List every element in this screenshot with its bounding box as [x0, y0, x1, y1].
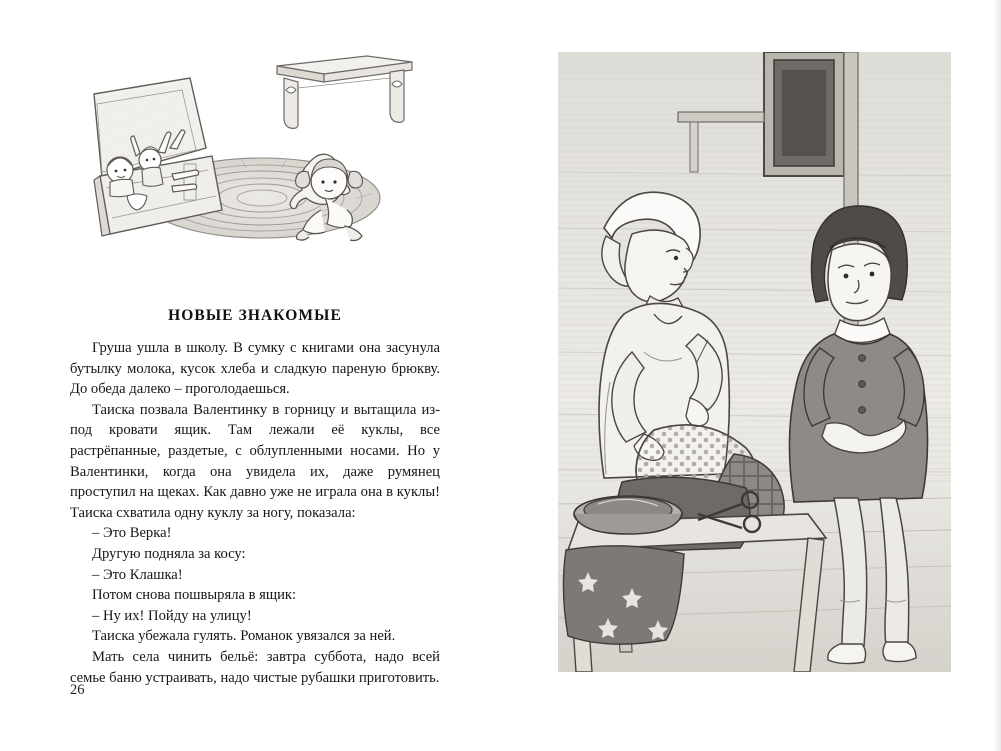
paragraph-7: – Ну их! Пойду на улицу!	[92, 607, 252, 624]
metal-basin	[574, 496, 682, 534]
body-text	[70, 338, 440, 688]
toy-chest-illustration-svg	[72, 48, 442, 243]
paragraph-1: Груша ушла в школу. В сумку с книгами она засунула бутылку молока, кусок хлеба и сладкую пареную брюкву. До обеда далеко – проголодаешься.	[70, 340, 440, 398]
toy-chest-with-dolls-and-rug-illustration	[72, 48, 442, 243]
paragraph-5: – Это Клашка!	[92, 566, 183, 583]
wooden-bench	[277, 56, 412, 128]
chapter-title: НОВЫЕ ЗНАКОМЫЕ	[168, 307, 342, 324]
page-number: 26	[70, 682, 85, 698]
paragraph-2: Таиска позвала Валентинку в горницу и вытащила из-под кровати ящик. Там лежали её куклы, все растрёпанные, раздетые, с облупленными носами. Но у Валентинки, когда она увидела их, даже румянец проступил на щеках. Как давно уже не играла она в куклы! Таиска схватила одну куклу за ногу, показала:	[70, 401, 440, 521]
wall-picture-frame	[764, 52, 844, 176]
woman-sewing-and-girl-standing-illustration	[558, 52, 951, 672]
paragraph-4: Другую подняла за косу:	[92, 545, 246, 562]
patterned-cloth-on-table	[563, 546, 684, 644]
page-edge-shadow	[993, 0, 1001, 751]
paragraph-8: Таиска убежала гулять. Романок увязался за ней.	[92, 628, 396, 645]
paragraph-3: – Это Верка!	[92, 525, 172, 542]
right-page	[500, 0, 1001, 751]
interior-scene-svg	[558, 52, 951, 672]
paragraph-6: Потом снова пошвыряла в ящик:	[92, 587, 297, 604]
doll-in-chest-1	[107, 157, 134, 197]
left-page	[0, 0, 500, 751]
paragraph-9: Мать села чинить бельё: завтра суббота, надо всей семье баню устраивать, надо чистые рубашки приготовить.	[70, 648, 440, 686]
